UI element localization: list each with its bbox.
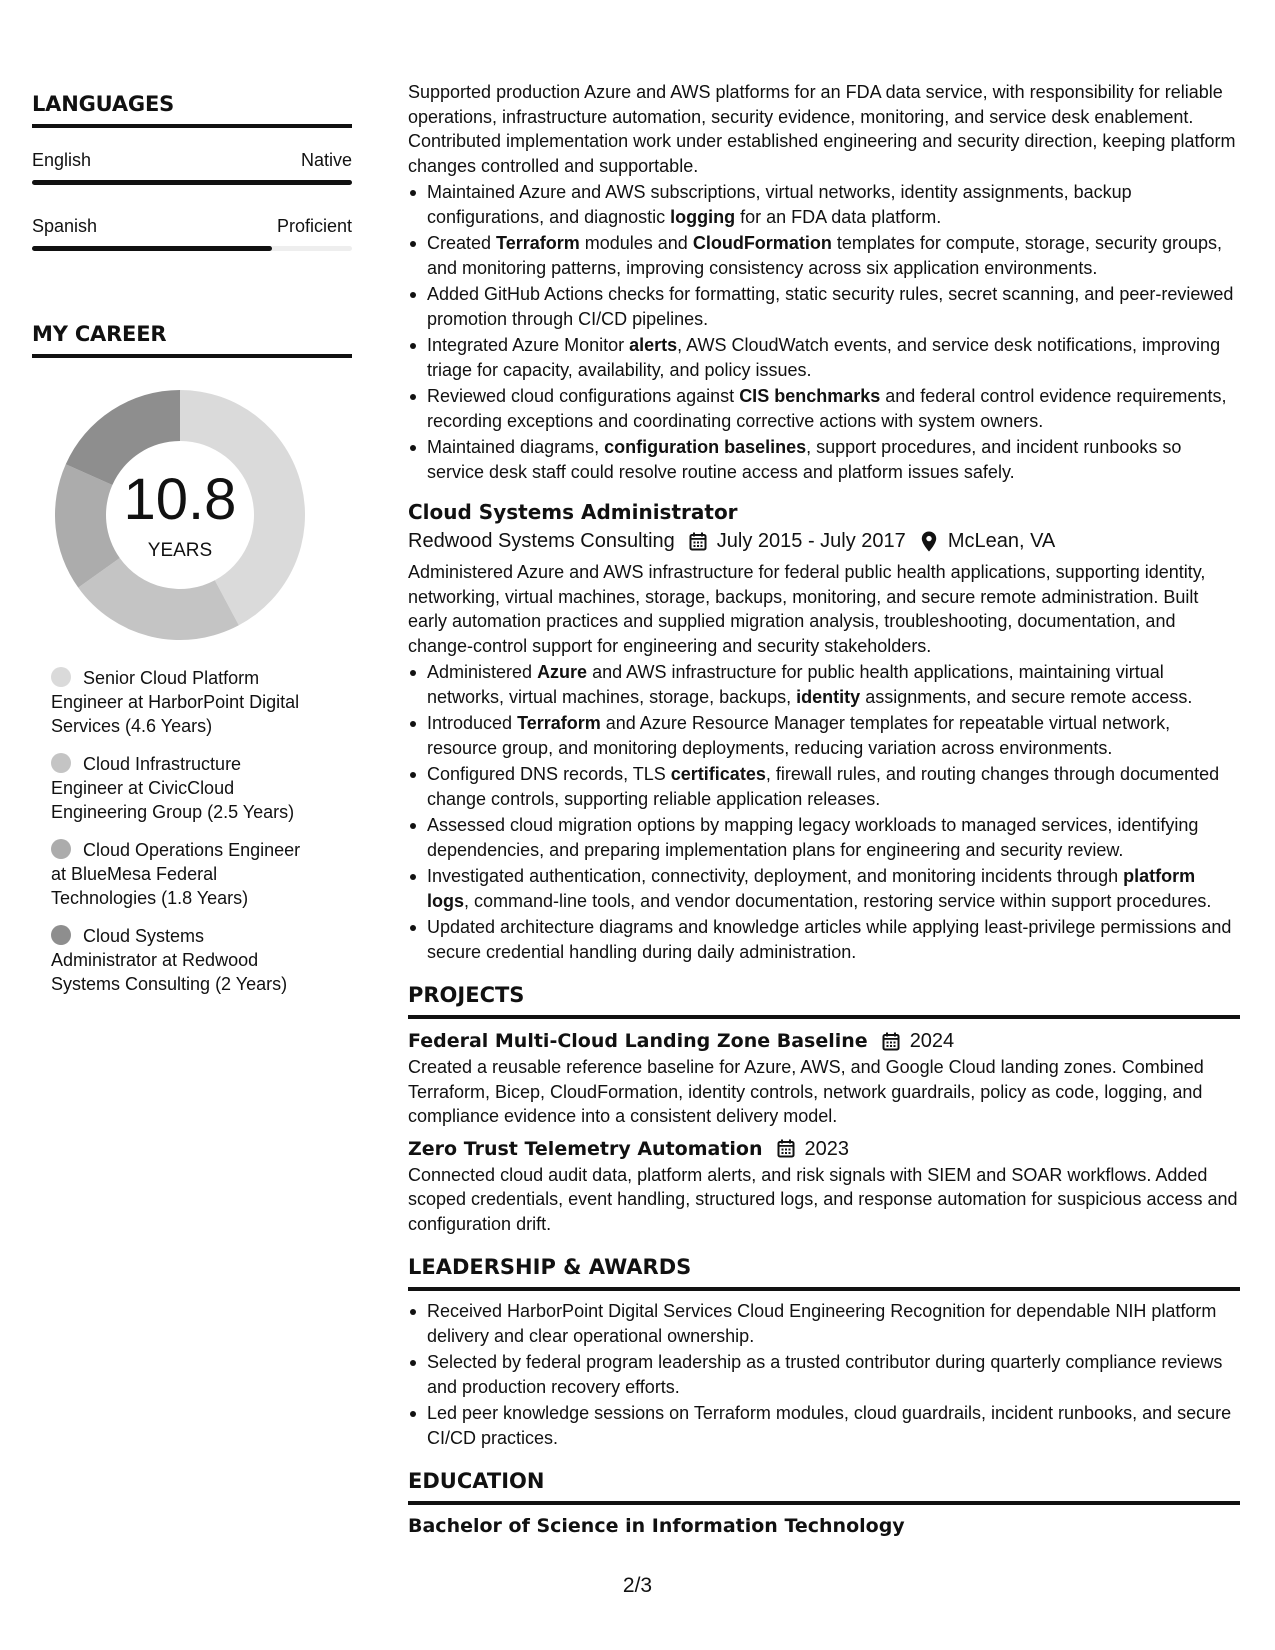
projects-heading: PROJECTS	[408, 983, 525, 1007]
language-proficiency-bar	[32, 246, 352, 251]
project-item	[408, 1027, 1240, 1129]
job-entry	[408, 498, 1240, 964]
bullet-item	[408, 435, 1240, 484]
leadership-divider	[408, 1287, 1240, 1291]
project-name: Federal Multi-Cloud Landing Zone Baseline	[408, 1030, 868, 1052]
bullet-text: Configured DNS records, TLS	[427, 764, 671, 784]
main-content	[408, 80, 1240, 1539]
bullet-text: and AWS infrastructure for public health applications, maintaining virtual networks, virtual machines, storage, backups,	[427, 662, 1164, 707]
career-legend-item	[51, 666, 302, 738]
bullet-text: , firewall rules, and routing changes through documented change controls, supporting reliable application releases.	[427, 764, 1220, 809]
language-item	[32, 149, 352, 185]
bullet-text: Administered	[427, 662, 538, 682]
bullet-item	[408, 762, 1240, 811]
language-name: English	[32, 150, 92, 170]
bullet-text: Selected by federal program leadership as a trusted contributor during quarterly compliance reviews and production recovery efforts.	[427, 1352, 1223, 1397]
bullet-text: and federal control evidence requirements, recording exceptions and coordinating corrective actions with system owners.	[427, 386, 1227, 431]
language-proficiency-fill	[32, 180, 352, 185]
location-pin-icon	[918, 530, 940, 552]
legend-color-dot	[51, 667, 71, 687]
bullet-text: Maintained Azure and AWS subscriptions, virtual networks, identity assignments, backup configurations, and diagnostic	[427, 182, 1132, 227]
bullet-item	[408, 1350, 1240, 1399]
project-year: 2024	[909, 1030, 955, 1052]
bullet-text: , AWS CloudWatch events, and service desk notifications, improving triage for capacity, availability, and policy issues.	[427, 335, 1221, 380]
bullet-keyword: certificates	[670, 764, 766, 784]
bullet-item	[408, 384, 1240, 433]
calendar-icon	[775, 1138, 797, 1160]
leadership-bullets	[408, 1299, 1240, 1450]
education-degree: Bachelor of Science in Information Technology	[408, 1515, 905, 1537]
career-divider	[32, 354, 352, 358]
bullet-keyword: identity	[796, 686, 861, 707]
job-location: McLean, VA	[947, 530, 1056, 552]
education-divider	[408, 1501, 1240, 1505]
bullet-keyword: platform logs	[427, 866, 1196, 911]
bullet-text: Led peer knowledge sessions on Terraform modules, cloud guardrails, incident runbooks, and secure CI/CD practices.	[427, 1403, 1232, 1448]
career-heading: MY CAREER	[32, 322, 167, 346]
job-title: Cloud Systems Administrator	[408, 500, 738, 524]
bullet-keyword: Terraform	[517, 713, 601, 733]
bullet-text: Maintained diagrams,	[427, 437, 605, 457]
legend-color-dot	[51, 753, 71, 773]
project-description: Connected cloud audit data, platform alerts, and risk signals with SIEM and SOAR workflows. Added scoped credentials, event handling, structured logs, and response automation for suspicious access and configuration drift.	[408, 1164, 1238, 1234]
bullet-item	[408, 1401, 1240, 1450]
job-bullets	[408, 660, 1240, 964]
bullet-item	[408, 231, 1240, 280]
languages-heading: LANGUAGES	[32, 92, 175, 116]
bullet-item	[408, 282, 1240, 331]
leadership-heading: LEADERSHIP & AWARDS	[408, 1255, 692, 1279]
bullet-text: , support procedures, and incident runbooks so service desk staff could resolve routine access and platform issues safely.	[427, 437, 1182, 482]
bullet-keyword: CIS benchmarks	[739, 386, 881, 406]
language-proficiency-fill	[32, 246, 272, 251]
bullet-text: templates for compute, storage, security groups, and monitoring patterns, improving consistency across six application environments.	[427, 233, 1222, 278]
leadership-section	[408, 1254, 1240, 1450]
education-section	[408, 1468, 1240, 1539]
job-summary: Administered Azure and AWS infrastructure for federal public health applications, supporting identity, networking, virtual machines, storage, backups, monitoring, and secure remote administration. Built early automation practices and supplied migration analysis, troubleshooting, documentation, and change-control support for engineering and security stakeholders.	[408, 562, 1206, 656]
bullet-text: for an FDA data platform.	[735, 206, 942, 227]
calendar-icon	[880, 1030, 902, 1052]
education-heading: EDUCATION	[408, 1469, 545, 1493]
bullet-text: Created	[427, 233, 497, 253]
bullet-keyword: Terraform	[496, 233, 580, 253]
bullet-text: modules and	[579, 233, 693, 253]
bullet-text: Received HarborPoint Digital Services Cloud Engineering Recognition for dependable NIH platform delivery and clear operational ownership.	[427, 1301, 1217, 1346]
bullet-keyword: logging	[670, 206, 736, 227]
career-legend-label: Senior Cloud Platform Engineer at HarborPoint Digital Services (4.6 Years)	[51, 668, 300, 736]
bullet-text: Reviewed cloud configurations against	[427, 386, 740, 406]
bullet-item	[408, 813, 1240, 862]
bullet-keyword: alerts	[629, 335, 678, 355]
bullet-text: Updated architecture diagrams and knowledge articles while applying least-privilege permissions and secure credential handling during daily administration.	[427, 917, 1232, 962]
career-legend-item	[51, 924, 302, 996]
job-company: Redwood Systems Consulting	[408, 530, 675, 552]
bullet-text: assignments, and secure remote access.	[860, 686, 1193, 707]
career-legend	[32, 666, 302, 996]
bullet-item	[408, 660, 1240, 709]
bullet-item	[408, 1299, 1240, 1348]
calendar-icon	[687, 530, 709, 552]
language-level: Native	[300, 150, 352, 170]
page-number: 2/3	[622, 1574, 653, 1597]
bullet-keyword: configuration baselines	[604, 437, 807, 457]
projects-section	[408, 982, 1240, 1236]
job-meta	[408, 526, 1240, 556]
job-dates: July 2015 - July 2017	[716, 530, 906, 552]
project-year: 2023	[804, 1137, 849, 1160]
career-donut-chart	[55, 390, 305, 640]
career-total-years: 10.8	[123, 467, 237, 532]
bullet-keyword: Azure	[537, 662, 588, 682]
bullet-keyword: CloudFormation	[692, 233, 832, 253]
projects-divider	[408, 1015, 1240, 1019]
career-legend-label: Cloud Operations Engineer at BlueMesa Federal Technologies (1.8 Years)	[51, 840, 301, 908]
languages-section	[32, 92, 352, 251]
bullet-text: , command-line tools, and vendor documentation, restoring service within support procedures.	[464, 890, 1212, 911]
language-level: Proficient	[276, 216, 352, 236]
language-name: Spanish	[32, 216, 98, 236]
project-name: Zero Trust Telemetry Automation	[408, 1137, 763, 1160]
bullet-text: Added GitHub Actions checks for formatting, static security rules, secret scanning, and peer-reviewed promotion through CI/CD pipelines.	[427, 284, 1234, 329]
career-legend-label: Cloud Infrastructure Engineer at CivicCloud Engineering Group (2.5 Years)	[51, 754, 295, 822]
bullet-text: Investigated authentication, connectivity, deployment, and monitoring incidents through	[427, 866, 1124, 886]
career-legend-label: Cloud Systems Administrator at Redwood Systems Consulting (2 Years)	[51, 926, 288, 994]
language-proficiency-bar	[32, 180, 352, 185]
legend-color-dot	[51, 839, 71, 859]
bullet-text: Assessed cloud migration options by mapping legacy workloads to managed services, identifying dependencies, and preparing implementation plans for engineering and security review.	[427, 815, 1199, 860]
languages-divider	[32, 124, 352, 128]
bullet-item	[408, 711, 1240, 760]
bullet-text: Integrated Azure Monitor	[427, 335, 630, 355]
bullet-item	[408, 915, 1240, 964]
career-section	[32, 322, 352, 996]
career-legend-item	[51, 752, 302, 824]
career-total-unit: YEARS	[147, 540, 213, 561]
role-summary: Supported production Azure and AWS platforms for an FDA data service, with responsibility for reliable operations, infrastructure automation, security evidence, monitoring, and service desk enablement. Contributed implementation work under established engineering and security direction, keeping platform changes controlled and supportable.	[408, 82, 1236, 176]
project-description: Created a reusable reference baseline for Azure, AWS, and Google Cloud landing zones. Combined Terraform, Bicep, CloudFormation, identity controls, network guardrails, policy as code, logging, and compliance evidence into a consistent delivery model.	[408, 1057, 1204, 1126]
bullet-text: and Azure Resource Manager templates for repeatable virtual network, resource group, and monitoring deployments, reducing variation across environments.	[427, 713, 1171, 758]
bullet-item	[408, 864, 1240, 913]
bullet-item	[408, 333, 1240, 382]
role-bullets	[408, 180, 1240, 484]
project-item	[408, 1135, 1240, 1237]
legend-color-dot	[51, 925, 71, 945]
career-legend-item	[51, 838, 302, 910]
bullet-text: Introduced	[427, 713, 518, 733]
bullet-item	[408, 180, 1240, 229]
left-sidebar	[32, 92, 352, 1010]
previous-role-section	[408, 80, 1240, 484]
language-item	[32, 215, 352, 251]
